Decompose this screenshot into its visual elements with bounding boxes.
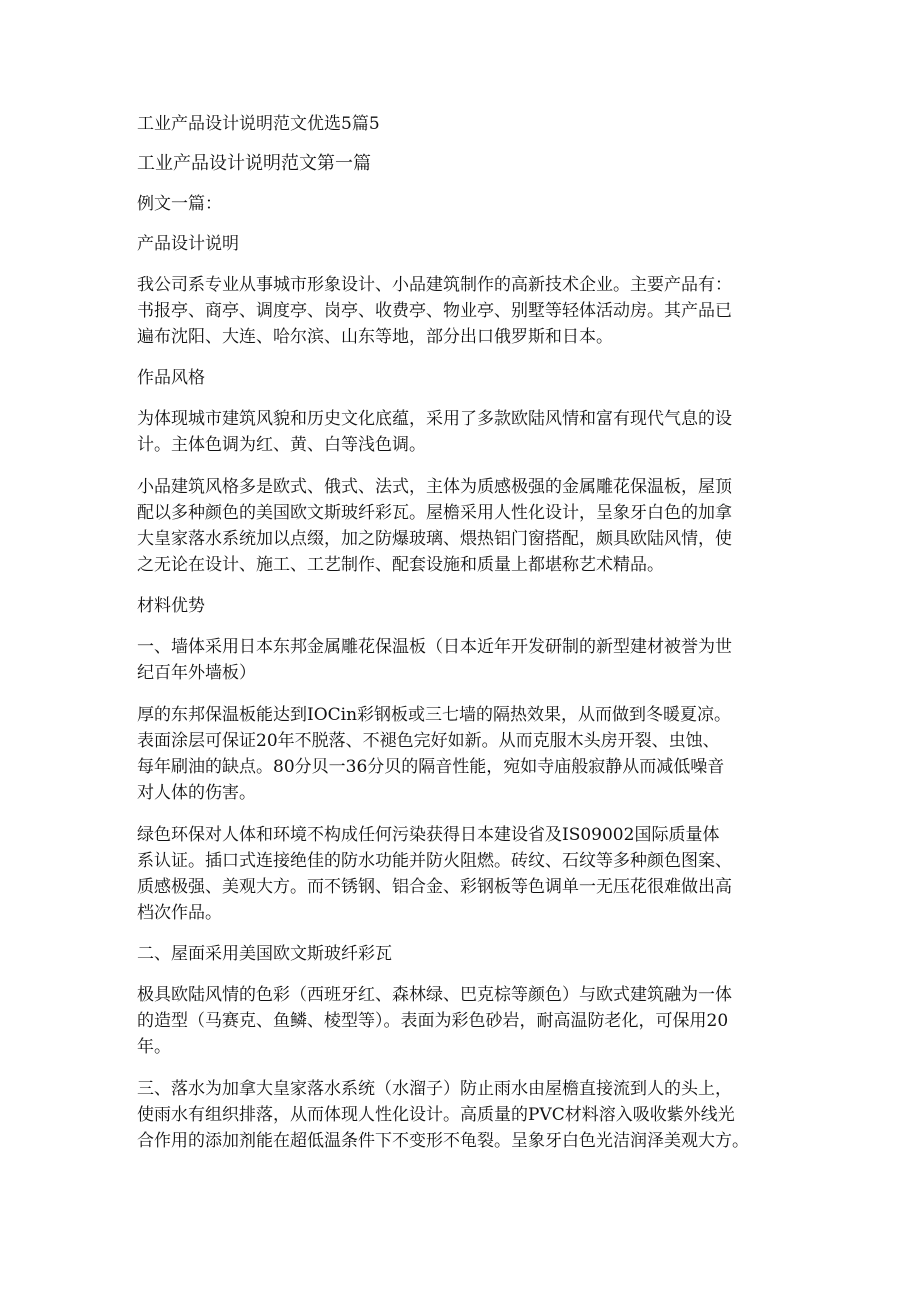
text-line: 小品建筑风格多是欧式、俄式、法式，主体为质感极强的金属雕花保温板，屋顶	[137, 477, 732, 497]
text-line: 之无论在设计、施工、工艺制作、配套设施和质量上都堪称艺术精品。	[137, 555, 664, 575]
text-line: 遍布沈阳、大连、哈尔滨、山东等地，部分出口俄罗斯和日本。	[137, 327, 613, 347]
text-line: 年。	[137, 1037, 171, 1057]
text-line: 合作用的添加剂能在超低温条件下不变形不龟裂。呈象牙白色光洁润泽美观大方。	[137, 1131, 749, 1151]
item1-heading	[137, 634, 797, 686]
text-line: 计。主体色调为红、黄、白等浅色调。	[137, 435, 426, 455]
item1-paragraph-2	[137, 822, 797, 926]
item2-heading: 二、屋面采用美国欧文斯玻纤彩瓦	[137, 944, 392, 964]
text-line: 配以多种颜色的美国欧文斯玻纤彩瓦。屋檐采用人性化设计，呈象牙白色的加拿	[137, 503, 732, 523]
text-line: 的造型（马赛克、鱼鳞、棱型等）。表面为彩色砂岩，耐高温防老化，可保用20	[137, 1011, 729, 1031]
style-paragraph-1	[137, 406, 797, 458]
text-line: 书报亭、商亭、调度亭、岗亭、收费亭、物业亭、别墅等轻体活动房。其产品已	[137, 301, 732, 321]
text-line: 质感极强、美观大方。而不锈钢、铝合金、彩钢板等色调单一无压花很难做出高	[137, 877, 732, 897]
product-heading: 产品设计说明	[137, 234, 239, 254]
text-line: 大皇家落水系统加以点缀，加之防爆玻璃、煨热铝门窗搭配，颇具欧陆风情，使	[137, 529, 732, 549]
style-heading: 作品风格	[137, 368, 205, 388]
section-heading: 工业产品设计说明范文第一篇	[137, 153, 371, 174]
text-line: 我公司系专业从事城市形象设计、小品建筑制作的高新技术企业。主要产品有：	[137, 275, 732, 295]
text-line: 档次作品。	[137, 903, 222, 923]
text-line: 为体现城市建筑风貌和历史文化底蕴，采用了多款欧陆风情和富有现代气息的设	[137, 409, 732, 429]
text-line: 纪百年外墙板）	[137, 663, 256, 683]
text-line: 表面涂层可保证20年不脱落、不褪色完好如新。从而克服木头房开裂、虫蚀、	[137, 731, 720, 751]
example-label: 例文一篇：	[137, 194, 222, 214]
text-line: 系认证。插口式连接绝佳的防水功能并防火阻燃。砖纹、石纹等多种颜色图案、	[137, 851, 732, 871]
text-line: 对人体的伤害。	[137, 783, 256, 803]
material-heading: 材料优势	[137, 596, 205, 616]
text-line: 厚的东邦保温板能达到IOCin彩钢板或三七墙的隔热效果，从而做到冬暖夏凉。	[137, 705, 732, 725]
item1-paragraph-1	[137, 702, 797, 806]
text-line: 一、墙体采用日本东邦金属雕花保温板（日本近年开发研制的新型建材被誉为世	[137, 637, 732, 657]
intro-paragraph	[137, 272, 797, 350]
text-line: 每年刷油的缺点。80分贝一36分贝的隔音性能，宛如寺庙般寂静从而减低噪音	[137, 757, 725, 777]
item3-paragraph	[137, 1076, 797, 1154]
style-paragraph-2	[137, 474, 797, 578]
text-line: 绿色环保对人体和环境不构成任何污染获得日本建设省及IS09002国际质量体	[137, 825, 720, 845]
document-page	[137, 112, 797, 1170]
text-line: 极具欧陆风情的色彩（西班牙红、森林绿、巴克棕等颜色）与欧式建筑融为一体	[137, 985, 732, 1005]
text-line: 使雨水有组织排落，从而体现人性化设计。高质量的PVC材料溶入吸收紫外线光	[137, 1105, 735, 1125]
text-line: 三、落水为加拿大皇家落水系统（水溜子）防止雨水由屋檐直接流到人的头上，	[137, 1079, 732, 1099]
document-title: 工业产品设计说明范文优选5篇5	[137, 114, 380, 134]
item2-paragraph	[137, 982, 797, 1060]
